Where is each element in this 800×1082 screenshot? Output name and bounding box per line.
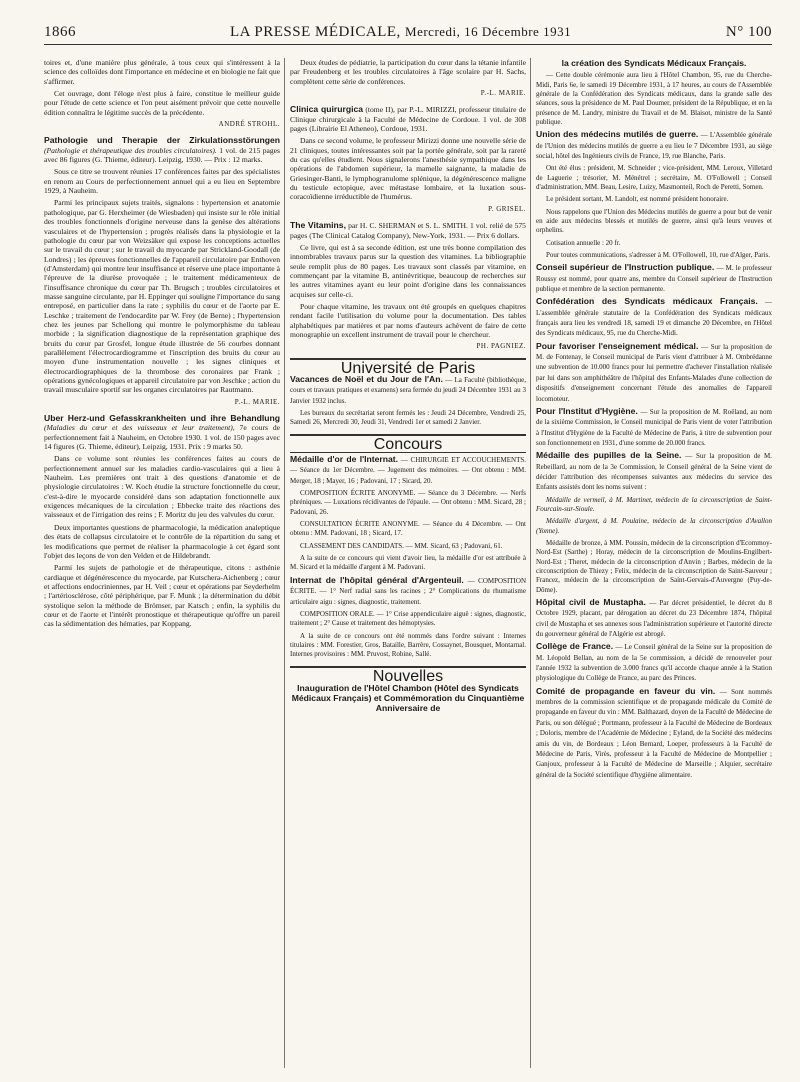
paragraph: Les bureaux du secrétariat seront fermés les : Jeudi 24 Décembre, Vendredi 25, Samedi 26, Mercredi 30, Jeudi 31, Vendredi 1er et samedi 2 Janvier.	[290, 409, 526, 427]
paragraph: CONSULTATION ÉCRITE ANONYME. — Séance du 4 Décembre. — Ont obtenu : MM. Padovani, 18 ; Sicard, 17.	[290, 520, 526, 538]
news-title: Médaille des pupilles de la Seine.	[536, 450, 682, 461]
news-text: — COMPOSITION ÉCRITE. — 1° Nerf radial sans les racines ; 2° Complications du rhumatisme articulaire aigu : signes, diagnostic, traitement.	[290, 576, 526, 606]
section-heading-concours: Concours	[290, 434, 526, 453]
paragraph: Cet ouvrage, dont l'éloge n'est plus à faire, constitue le meilleur guide pour l'étude de cette science et l'on peut aisément prévoir que cette nouvelle édition connaîtra le légitime succès de la précédente.	[44, 89, 280, 117]
signature: P. GRISEL.	[488, 204, 526, 213]
review-meta: 7e cours de perfectionnement fait à Nauheim, en Octobre 1930. 1 vol. de 150 pages avec 14 figures (G. Thieme, éditeur), Leipzig, 1931. Prix : 9 marks 50.	[44, 423, 280, 452]
review-meta: par H. C. SHERMAN et S. L. SMITH. 1 vol. relié de 575 pages (The Clinical Catalog Company), New-York, 1931. — Prix 6 dollars.	[290, 221, 526, 240]
news-item	[536, 451, 772, 492]
paragraph: Dans ce volume sont réunies les conférences faites au cours de perfectionnement annuel sur les maladies cardio-vasculaires qui a lieu à Nauheim. Les premières ont trait à des questions d'anatomie et de physiologie circulatoires : W. Koch étudie la structure fonctionnelle du cœur, c'est-à-dire le myocarde considéré dans son adaptation fonctionnelle aux exigences mécaniques de la circulation ; Ebbecke traite des réactions des vaisseaux et de l'irrigation des reins ; F. Moritz du jeu des valvules du cœur.	[44, 454, 280, 520]
review-meta: (tome II), par P.-L. MIRIZZI, professeur titulaire de Clinique chirurgicale à la Faculté de Médecine de Cordoue. 1 vol. de 308 pages (Librairie El Atheneo), Cordoue, 1931.	[290, 105, 526, 134]
review-subtitle: (Pathologie et thérapeutique des troubles circulatoires).	[44, 145, 217, 155]
news-item	[536, 407, 772, 448]
paragraph: A la suite de ce concours ont été nommés dans l'ordre suivant : Internes titulaires : MM. Forestier, Gros, Bataille, Barrère, Cossaynet, Bousquet, Montarnal. Internes provisoires : MM. Pruvost, Robine, Sallé.	[290, 631, 526, 659]
journal-title: LA PRESSE MÉDICALE, Mercredi, 16 Décembre 1931	[230, 24, 572, 40]
news-item	[536, 598, 772, 639]
newspaper-page	[44, 22, 772, 1072]
column-2	[290, 58, 526, 1068]
news-item	[536, 342, 772, 404]
news-text: — M. le professeur Roussy est nommé, pour quatre ans, membre du Conseil supérieur de l'Instruction publique et membre de la section permanente.	[536, 264, 772, 294]
news-title-continued: la création des Syndicats Médicaux Français.	[561, 58, 747, 68]
paragraph: Médaille d'argent, à M. Poulaine, médecin de la circonscription d'Avallon (Yonne).	[536, 517, 772, 535]
news-title: Internat de l'hôpital général d'Argenteuil.	[290, 574, 464, 585]
paragraph: CLASSEMENT DES CANDIDATS. — MM. Sicard, 63 ; Padovani, 61.	[300, 541, 503, 550]
signature: P.-L. MARIE.	[234, 397, 280, 406]
paragraph: Nous rappelons que l'Union des Médecins mutilés de guerre a pour but de venir en aide aux médecins blessés et mutilés de guerre, ainsi qu'à leurs veuves et orphelins.	[536, 207, 772, 235]
paragraph: Parmi les principaux sujets traités, signalons : hypertension et anatomie pathologique, par G. Herxheimer (de Wiesbaden) qui insiste sur le rôle initial des troubles fonctionnels d'origine nerveuse dans la genèse des altérations vasculaires et de l'hypertension ; progrès réalisés dans la physiologie et la pathologie du cœur par von Weizsäker qui expose les conceptions actuelles sur le travail du cœur ; sur le travail du myocarde par Strickland-Goodall (de Londres) ; les épreuves fonctionnelles de l'appareil circulatoire par Enthoven (d'Amsterdam) qui montre leur insuffisance et réserve une place importante à l'épreuve de la diurèse provoquée ; le traitement médicamenteux de l'insuffisance chronique du cœur par Th. Brugsch ; troubles circulatoires et masse sanguine circulante, par H. Eppinger qui souligne l'importance du sang entreposé, en particulier dans la rate ; syphilis du cœur et de l'aorte par E. Leschke ; traitement de l'endocardite par W. Frey (de Berne) ; l'hypertension chez les jeunes par Schellong qui montre le polymorphisme du tableau morbide ; la signification diagnostique de la représentation graphique des bruits du cœur par Grosfel, longue étude illustrée de 56 courbes donnant parallèlement l'électrocardiogramme et l'inscription des bruits du cœur au moyen d'une instrumentation nouvelle ; les signes cliniques et électrocardiographiques de la thrombose des coronaires par Frank ; opérations gynécologiques et appareil circulatoire par von Jeschke ; action du travail musculaire sportif sur les organes circulatoires par Rautmann.	[44, 198, 280, 395]
paragraph: Pour chaque vitamine, les travaux ont été groupés en quelques chapitres rendant facile l'utilisation du volume pour la documentation. Des tables alphabétiques par matières et par noms d'auteurs achèvent de faire de cette monographie un excellent instrument de travail pour le chercheur.	[290, 301, 526, 339]
news-title: Pour l'Institut d'Hygiène.	[536, 405, 638, 416]
issue-date: Mercredi, 16 Décembre 1931	[405, 24, 572, 39]
news-text: — L'assemblée générale statutaire de la Confédération des Syndicats médicaux français aura lieu les vendredi 18, samedi 19 et dimanche 20 Décembre, en l'Hôtel des Syndicats médicaux, 95, rue du Cherche-Midi.	[536, 298, 772, 338]
news-item	[290, 455, 526, 486]
signature: PH. PAGNIEZ.	[476, 342, 526, 351]
news-title: Inauguration de l'Hôtel Chambon (Hôtel des Syndicats Médicaux Français) et Commémoration du Cinquantième Anniversaire de	[291, 682, 525, 714]
running-header	[44, 22, 772, 45]
review-entry	[290, 220, 526, 240]
news-text: — Le Conseil général de la Seine sur la proposition de M. Léopold Bellan, au nom de la 5e commission, a décidé de renouveler pour l'année 1932 la subvention de 3.000 francs qu'il accorde chaque année à la Station physiologique du Collège de France, au parc des Princes.	[536, 643, 772, 683]
paragraph: Médaille de vermeil, à M. Martinet, médecin de la circonscription de Saint-Fourcain-sur-Sioule.	[536, 495, 772, 513]
news-item	[290, 576, 526, 607]
news-item	[536, 687, 772, 780]
news-title: Collège de France.	[536, 641, 614, 652]
paragraph: Parmi les sujets de pathologie et de thérapeutique, citons : asthénie cardiaque et dégénérescence du myocarde, par Kutschera-Aichenberg ; cœur et affections endocriniennes, par H. Veil ; cœur et opérations par Seyderhelm ; l'artériosclérose, côté périphérique, par F. Munk ; la détermination du débit systolique selon la méthode de Brömser, par Katsch ; enfin, la syphilis du cœur et de l'aorte et l'intérêt pronostique et thérapeutique qu'offre un pareil cas la sédimentation des hématies, par Koppang.	[44, 563, 280, 629]
paragraph: Ce livre, qui est à sa seconde édition, est une très bonne compilation des innombrables travaux parus sur la question des vitamines. La bibliographie seule remplit plus de 80 pages. Les travaux sont classés par vitamine, en commençant par la vitamine B, antinévritique, beaucoup de recherches sur les autres vitamines ayant eu leur point d'origine dans les connaissances acquises sur celle-ci.	[290, 242, 526, 299]
paragraph: Cotisation annuelle : 20 fr.	[546, 238, 621, 247]
paragraph: COMPOSITION ÉCRITE ANONYME. — Séance du 3 Décembre. — Nerfs phréniques. — Luxations récidivantes de l'épaule. — Ont obtenu : MM. Sicard, 28 ; Padovani, 26.	[290, 489, 526, 516]
paragraph: Médaille de bronze, à MM. Poussin, médecin de la circonscription d'Ecommoy-Nord-Est (Sarthe) ; Horay, médecin de la circonscription de Moulins-Engilbert-Nord-Est ; Theret, médecin de la circonscription d'Anvin ; Barbes, médecin de la circonscription de Thiezy ; Felix, médecin de la circonscription de Saint-Sauveur ; Francez, médecin de la circonscription de Saint-Gervais-d'Auvergne (Puy-de-Dôme).	[536, 538, 772, 594]
paragraph: Sous ce titre se trouvent réunies 17 conférences faites par des spécialistes en renom au Cours de perfectionnement annuel qui a eu lieu en Septembre 1929, à Nauheim.	[44, 167, 280, 196]
news-text: — Sont nommés membres de la commission scientifique et de propagande médicale du Comité de propagande en faveur du vin : MM. Balthazard, doyen de la Faculté de Médecine de Paris, ou son délégué ; Portmann, professeur à la Faculté de Médecine de Bordeaux ; Doloris, membre de l'Académie de Médecine ; Eyland, de la Société des médecins amis du vin, de Bordeaux ; Léon Bernard, Loeper, professeurs à la Faculté de Médecine de Paris, Virès, professeur à la Faculté de Médecine de Montpellier ; Ganjoux, professeur à la Faculté de Médecine de Marseille ; Alquier, secrétaire général de la Société scientifique d'hygiène alimentaire.	[536, 687, 772, 779]
signature: P.-L. MARIE.	[480, 89, 526, 98]
review-title: Pathologie und Therapie der Zirkulationsstörungen	[44, 135, 280, 146]
news-title: Hôpital civil de Mustapha.	[536, 597, 646, 608]
review-meta: 1 vol. de 215 pages avec 86 figures (G. Thieme, éditeur). Leipzig, 1930. — Prix : 12 marks.	[44, 145, 280, 165]
news-title: Pour favoriser l'enseignement médical.	[536, 340, 699, 351]
paragraph: toires et, d'une manière plus générale, à tous ceux qui s'intéressent à la science des colloïdes dont l'importance en médecine et en biologie ne fait que s'affirmer.	[44, 58, 280, 86]
review-entry	[44, 413, 280, 451]
news-text: — Sur la proposition de M. Roëland, au nom de la sixième Commission, le Conseil municipal de Paris vient de voter l'attribution à l'Institut d'Hygiène de la Faculté de Médecine de Paris, à titre de subvention pour son fonctionnement en 1931, d'une somme de 20.000 francs.	[536, 407, 772, 447]
news-title: Comité de propagande en faveur du vin.	[536, 685, 716, 696]
paragraph: Pour toutes communications, s'adresser à M. O'Followell, 10, rue d'Alger, Paris.	[546, 251, 770, 260]
news-text: — Par décret présidentiel, le décret du 8 Octobre 1929, placant, par dérogation au décret du 23 Décembre 1874, l'hôpital civil de Mustapha et ses annexes sous l'administration supérieure et l'autorité directe du gouverneur général de l'Algérie est abrogé.	[536, 599, 772, 639]
news-item	[290, 375, 526, 406]
news-text: — CHIRURGIE ET ACCOUCHEMENTS. — Séance du 1er Décembre. — Jugement des mémoires. — Ont obtenu : MM. Merger, 18 ; Mayer, 16 ; Padovani, 17 ; Sicard, 20.	[290, 456, 526, 485]
issue-number: N° 100	[725, 24, 772, 40]
news-item	[536, 263, 772, 294]
news-title: Conseil supérieur de l'Instruction publique.	[536, 262, 715, 273]
page-number: 1866	[44, 24, 76, 40]
news-title: Union des médecins mutilés de guerre.	[536, 129, 699, 140]
review-entry	[44, 135, 280, 164]
news-item	[536, 297, 772, 338]
review-subtitle: (Maladies du cœur et des vaisseaux et leur traitement),	[44, 423, 235, 433]
review-title: Uber Herz-und Gefasskrankheiten und ihre Behandlung	[44, 413, 280, 424]
news-title: Vacances de Noël et du Jour de l'An.	[290, 373, 443, 384]
columns	[44, 58, 772, 1068]
paragraph: Deux études de pédiatrie, la participation du cœur dans la tétanie infantile par Freudenberg et les troubles circulatoires à l'âge scolaire par H. Sachs, complètent cette série de conférences.	[290, 58, 526, 86]
column-1	[44, 58, 280, 1068]
signature: ANDRÉ STROHL.	[218, 120, 280, 129]
paragraph: — Cette double cérémonie aura lieu à l'Hôtel Chambon, 95, rue du Cherche-Midi, Paris 6e, le samedi 19 Décembre 1931, à 17 heures, au cours de l'Assemblée générale de la Confédération des Syndicats médicaux, dans la grande salle des séances, sous la présidence de M. Paul Doumer, président de la République, et en la présence de M. Landry, ministre du Travail et de M. Blaisot, ministre de la Santé publique.	[536, 71, 772, 126]
news-text: — La Faculté (bibliothèque, cours et travaux pratiques et examens) sera fermée du jeudi 24 Décembre 1931 au 3 Janvier 1932 inclus.	[290, 375, 526, 405]
review-entry	[290, 104, 526, 133]
paragraph: Le président sortant, M. Landolt, est nommé président honoraire.	[546, 195, 729, 204]
news-item	[536, 130, 772, 161]
news-title: Médaille d'or de l'Internat.	[290, 454, 399, 465]
paragraph: Ont été élus : président, M. Schneider ; vice-président, MM. Leroux, Villetard de Laguerie ; trésorier, M. Ménétrel ; secrétaire, M. O'Followell ; Conseil d'administration, MM. Beau, Lesire, Luizy, Masmonteil, Roch de Peretti, Somen.	[536, 164, 772, 191]
section-heading-nouvelles: Nouvelles	[290, 666, 526, 681]
news-item	[536, 642, 772, 683]
section-heading-universite: Université de Paris	[290, 358, 526, 373]
news-text: — L'Assemblée générale de l'Union des médecins mutilés de guerre a eu lieu le 7 Décembre 1931, au siège social, hôtel des Ingénieurs civils de France, 19, rue Blanche, Paris.	[536, 131, 772, 160]
paragraph: A la suite de ce concours qui vient d'avoir lieu, la médaille d'or est attribuée à M. Sicard et la médaille d'argent à M. Padovani.	[290, 554, 526, 572]
review-title: Clinica quirurgica	[290, 104, 364, 115]
news-text: — Sur la proposition de M. de Fontenay, le Conseil municipal de Paris vient d'attribuer à M. Ombrédanne une subvention de 10.000 francs pour lui permettre d'achever l'installation réalisée par lui dans son amphithéâtre de l'hôpital des Enfants-Malades d'une collection de dispositifs d'enseignement concernant l'étude des anomalies de l'appareil locomoteur.	[536, 342, 772, 403]
review-title: The Vitamins,	[290, 220, 346, 231]
paragraph: Dans ce second volume, le professeur Mirizzi donne une nouvelle série de 21 cliniques, toutes intéressantes soit par la portée générale, soit par la rareté du cas qu'elles étudient. Nous signalerons l'anesthésie sympathique dans les opérations de l'abdomen supérieur, la mamelle saignante, la maladie de Griesinger-Banti, le lymphogranulome splénique, la dégénérescence maligne du testicule ectopique, avec métastase lombaire, et la luxation sous-coracoïdienne irréductible de l'humérus.	[290, 136, 526, 202]
news-text: — Sur la proposition de M. Rebeillard, au nom de la 3e Commission, le Conseil général de la Seine vient de décider l'attribution des récompenses suivantes aux médecins du service des Enfants assistés dont les noms suivent :	[536, 452, 772, 492]
paragraph: COMPOSITION ORALE. — 1° Crise appendiculaire aiguë : signes, diagnostic, traitement ; 2° Cause et traitement des hémoptysies.	[290, 609, 526, 628]
paragraph: Deux importantes questions de pharmacologie, la médication analeptique des états de collapsus circulatoire et le contrôle de la répartition du sang et les modifications que permet de réaliser la pharmacologie à cet égard sont l'objet des leçons de von den Velden et de Hildebrandt.	[44, 522, 280, 560]
news-title: Confédération des Syndicats médicaux Français.	[536, 296, 758, 307]
column-3	[536, 58, 772, 1068]
